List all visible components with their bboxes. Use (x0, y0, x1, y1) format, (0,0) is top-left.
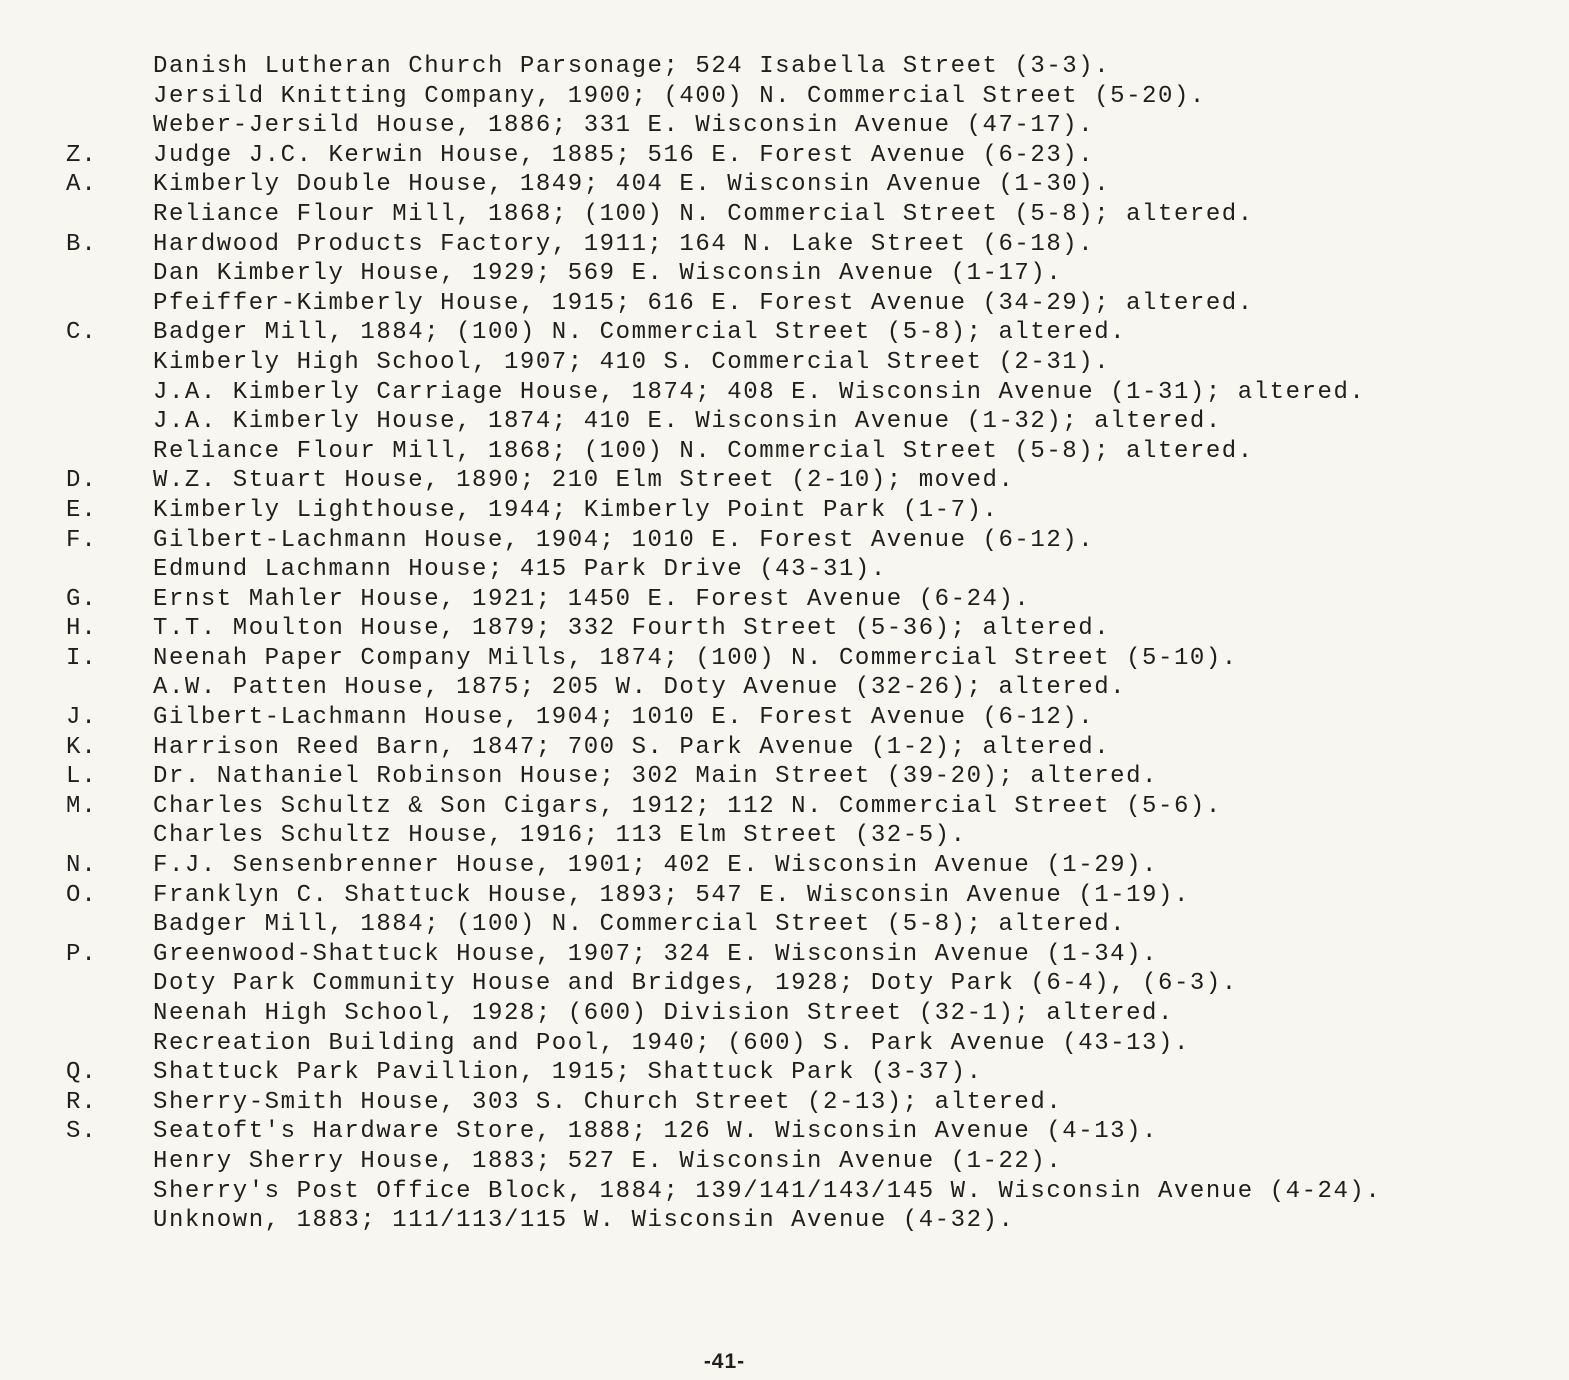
site-entry-text: Reliance Flour Mill, 1868; (100) N. Commercial Street (5-8); altered. (153, 200, 1254, 228)
list-item (0, 821, 1569, 851)
list-item (0, 111, 1569, 141)
site-entry-text: Kimberly Double House, 1849; 404 E. Wisconsin Avenue (1-30). (153, 171, 1111, 199)
site-entry-text: Neenah High School, 1928; (600) Division Street (32-1); altered. (153, 1000, 1174, 1027)
map-key-letter: M. (66, 792, 97, 820)
list-item (0, 851, 1569, 881)
list-item (0, 378, 1569, 408)
site-entry-text: Sherry's Post Office Block, 1884; 139/141/143/145 W. Wisconsin Avenue (4-24). (153, 1177, 1382, 1205)
list-item (0, 141, 1569, 171)
list-item (0, 1029, 1569, 1059)
site-entry-text: A.W. Patten House, 1875; 205 W. Doty Avenue (32-26); altered. (153, 674, 1127, 702)
list-item (0, 318, 1569, 348)
list-item (0, 614, 1569, 644)
site-entry-text: Seatoft's Hardware Store, 1888; 126 W. Wisconsin Avenue (4-13). (153, 1118, 1158, 1146)
map-key-letter: Q. (66, 1059, 97, 1087)
list-item (0, 881, 1569, 911)
list-item (0, 466, 1569, 496)
list-item (0, 969, 1569, 999)
map-key-letter: N. (66, 852, 97, 880)
map-key-letter: Z. (66, 141, 97, 169)
list-item (0, 1058, 1569, 1088)
site-entry-text: Gilbert-Lachmann House, 1904; 1010 E. Forest Avenue (6-12). (153, 704, 1095, 732)
map-key-letter: S. (66, 1118, 97, 1146)
map-key-letter: B. (66, 230, 97, 258)
list-item (0, 526, 1569, 556)
map-key-letter: G. (66, 585, 97, 613)
map-key-letter: D. (66, 467, 97, 495)
site-entry-text: F.J. Sensenbrenner House, 1901; 402 E. Wisconsin Avenue (1-29). (153, 852, 1158, 880)
list-item (0, 555, 1569, 585)
list-item (0, 1088, 1569, 1118)
site-entry-text: Sherry-Smith House, 303 S. Church Street (2-13); altered. (153, 1088, 1063, 1116)
site-entry-text: Judge J.C. Kerwin House, 1885; 516 E. Forest Avenue (6-23). (153, 141, 1095, 169)
map-key-letter: A. (66, 171, 97, 199)
list-item (0, 940, 1569, 970)
list-item (0, 82, 1569, 112)
site-entry-text: Badger Mill, 1884; (100) N. Commercial Street (5-8); altered. (153, 319, 1127, 347)
list-item (0, 733, 1569, 763)
site-entry-text: Harrison Reed Barn, 1847; 700 S. Park Avenue (1-2); altered. (153, 733, 1111, 761)
site-entry-text: Kimberly Lighthouse, 1944; Kimberly Point Park (1-7). (153, 496, 999, 524)
map-key-letter: O. (66, 881, 97, 909)
site-entry-text: T.T. Moulton House, 1879; 332 Fourth Street (5-36); altered. (153, 615, 1111, 643)
map-key-letter: J. (66, 704, 97, 732)
site-entry-text: Doty Park Community House and Bridges, 1928; Doty Park (6-4), (6-3). (153, 970, 1238, 998)
site-entry-text: Danish Lutheran Church Parsonage; 524 Isabella Street (3-3). (153, 53, 1111, 80)
site-entry-text: Ernst Mahler House, 1921; 1450 E. Forest Avenue (6-24). (153, 585, 1031, 613)
list-item (0, 999, 1569, 1029)
list-item (0, 1147, 1569, 1177)
map-key-letter: P. (66, 940, 97, 968)
site-list (0, 52, 1569, 1236)
list-item (0, 585, 1569, 615)
site-entry-text: Kimberly High School, 1907; 410 S. Commercial Street (2-31). (153, 348, 1111, 376)
list-item (0, 673, 1569, 703)
list-item (0, 1177, 1569, 1207)
list-item (0, 644, 1569, 674)
site-entry-text: Recreation Building and Pool, 1940; (600) S. Park Avenue (43-13). (153, 1029, 1190, 1057)
list-item (0, 407, 1569, 437)
site-entry-text: Shattuck Park Pavillion, 1915; Shattuck Park (3-37). (153, 1059, 983, 1087)
site-entry-text: Franklyn C. Shattuck House, 1893; 547 E. Wisconsin Avenue (1-19). (153, 881, 1190, 909)
list-item (0, 289, 1569, 319)
list-item (0, 348, 1569, 378)
map-key-letter: E. (66, 496, 97, 524)
list-item (0, 703, 1569, 733)
site-entry-text: Badger Mill, 1884; (100) N. Commercial Street (5-8); altered. (153, 911, 1127, 939)
site-entry-text: Gilbert-Lachmann House, 1904; 1010 E. Forest Avenue (6-12). (153, 526, 1095, 554)
site-entry-text: J.A. Kimberly House, 1874; 410 E. Wisconsin Avenue (1-32); altered. (153, 408, 1222, 436)
site-entry-text: Weber-Jersild House, 1886; 331 E. Wisconsin Avenue (47-17). (153, 112, 1095, 140)
site-entry-text: Hardwood Products Factory, 1911; 164 N. Lake Street (6-18). (153, 230, 1095, 258)
map-key-letter: I. (66, 644, 97, 672)
map-key-letter: C. (66, 319, 97, 347)
site-entry-text: Reliance Flour Mill, 1868; (100) N. Commercial Street (5-8); altered. (153, 437, 1254, 465)
site-entry-text: Jersild Knitting Company, 1900; (400) N. Commercial Street (5-20). (153, 82, 1206, 110)
site-entry-text: Dan Kimberly House, 1929; 569 E. Wisconsin Avenue (1-17). (153, 260, 1063, 288)
list-item (0, 52, 1569, 82)
site-entry-text: Dr. Nathaniel Robinson House; 302 Main Street (39-20); altered. (153, 763, 1158, 791)
list-item (0, 1206, 1569, 1236)
list-item (0, 230, 1569, 260)
map-key-letter: H. (66, 615, 97, 643)
list-item (0, 170, 1569, 200)
site-entry-text: Henry Sherry House, 1883; 527 E. Wisconsin Avenue (1-22). (153, 1147, 1063, 1175)
map-key-letter: K. (66, 733, 97, 761)
list-item (0, 496, 1569, 526)
map-key-letter: F. (66, 526, 97, 554)
site-entry-text: Neenah Paper Company Mills, 1874; (100) N. Commercial Street (5-10). (153, 644, 1238, 672)
list-item (0, 437, 1569, 467)
map-key-letter: L. (66, 763, 97, 791)
site-entry-text: W.Z. Stuart House, 1890; 210 Elm Street (2-10); moved. (153, 467, 1015, 495)
site-entry-text: Greenwood-Shattuck House, 1907; 324 E. Wisconsin Avenue (1-34). (153, 940, 1158, 968)
site-entry-text: Edmund Lachmann House; 415 Park Drive (43-31). (153, 556, 887, 584)
list-item (0, 792, 1569, 822)
site-entry-text: Charles Schultz & Son Cigars, 1912; 112 N. Commercial Street (5-6). (153, 792, 1222, 820)
list-item (0, 762, 1569, 792)
site-entry-text: Charles Schultz House, 1916; 113 Elm Street (32-5). (153, 822, 967, 850)
list-item (0, 259, 1569, 289)
list-item (0, 910, 1569, 940)
list-item (0, 1117, 1569, 1147)
list-item (0, 200, 1569, 230)
page-number: -41- (703, 1350, 746, 1373)
site-entry-text: Unknown, 1883; 111/113/115 W. Wisconsin Avenue (4-32). (153, 1207, 1015, 1235)
map-key-letter: R. (66, 1088, 97, 1116)
site-entry-text: J.A. Kimberly Carriage House, 1874; 408 E. Wisconsin Avenue (1-31); altered. (153, 378, 1366, 406)
site-entry-text: Pfeiffer-Kimberly House, 1915; 616 E. Forest Avenue (34-29); altered. (153, 289, 1254, 317)
